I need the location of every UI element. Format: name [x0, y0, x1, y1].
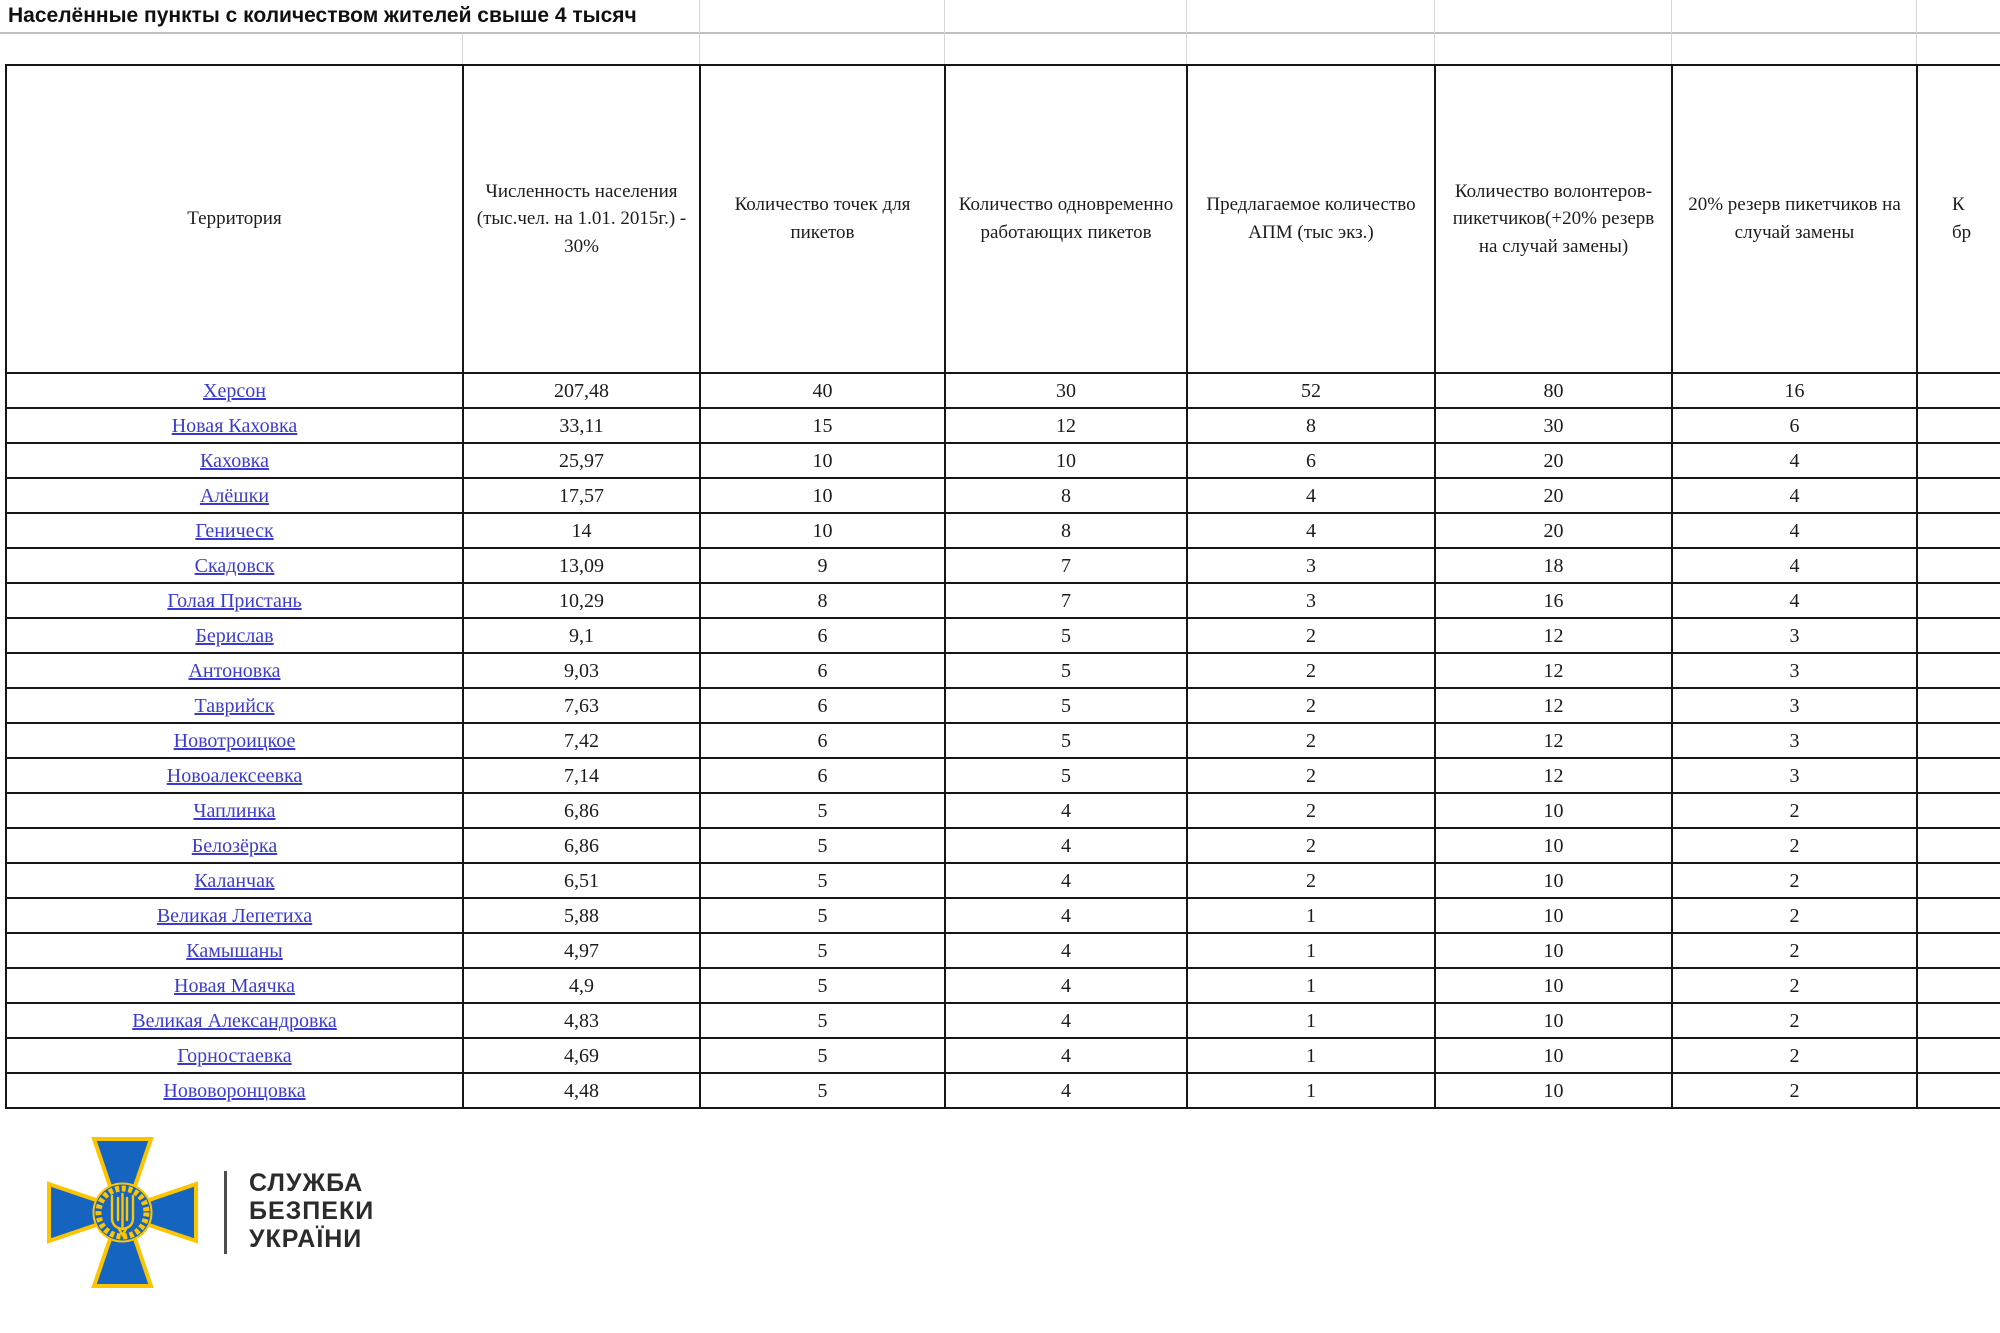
value-cell: 5 — [700, 793, 945, 828]
value-cell: 25,97 — [463, 443, 700, 478]
territory-link[interactable]: Белозёрка — [191, 834, 278, 857]
territory-cell — [6, 688, 463, 723]
territory-cell — [6, 1073, 463, 1108]
column-header: Предлагаемое количество АПМ (тыс экз.) — [1187, 65, 1435, 373]
value-cell: 6 — [700, 653, 945, 688]
gridline-vertical — [462, 33, 463, 64]
value-cell: 20 — [1435, 478, 1672, 513]
value-cell: 8 — [945, 478, 1187, 513]
empty-cell — [1917, 548, 2000, 583]
sbu-wordmark-line: БЕЗПЕКИ — [249, 1197, 375, 1225]
value-cell: 3 — [1672, 618, 1917, 653]
gridline-vertical — [944, 0, 945, 64]
empty-cell — [1917, 933, 2000, 968]
column-header: Территория — [6, 65, 463, 373]
territory-link[interactable]: Новая Каховка — [171, 414, 298, 437]
value-cell: 5,88 — [463, 898, 700, 933]
territory-cell — [6, 548, 463, 583]
value-cell: 4,83 — [463, 1003, 700, 1038]
value-cell: 3 — [1187, 583, 1435, 618]
territory-cell — [6, 758, 463, 793]
empty-cell — [1917, 828, 2000, 863]
value-cell: 4 — [945, 933, 1187, 968]
value-cell: 10 — [700, 443, 945, 478]
territory-link[interactable]: Скадовск — [194, 554, 275, 577]
territory-cell — [6, 1038, 463, 1073]
value-cell: 9,1 — [463, 618, 700, 653]
table-row — [6, 1073, 2000, 1108]
empty-cell — [1917, 443, 2000, 478]
value-cell: 15 — [700, 408, 945, 443]
value-cell: 20 — [1435, 443, 1672, 478]
value-cell: 13,09 — [463, 548, 700, 583]
value-cell: 12 — [1435, 758, 1672, 793]
column-header: Численность населения (тыс.чел. на 1.01. 2015г.) - 30% — [463, 65, 700, 373]
gridline-vertical — [1434, 0, 1435, 64]
column-header: Количество одновременно работающих пикетов — [945, 65, 1187, 373]
empty-cell — [1917, 1038, 2000, 1073]
territory-cell — [6, 373, 463, 408]
empty-cell — [1917, 758, 2000, 793]
value-cell: 10,29 — [463, 583, 700, 618]
value-cell: 12 — [1435, 723, 1672, 758]
value-cell: 12 — [1435, 653, 1672, 688]
value-cell: 7 — [945, 583, 1187, 618]
table-row — [6, 443, 2000, 478]
empty-cell — [1917, 723, 2000, 758]
territory-cell — [6, 618, 463, 653]
value-cell: 9 — [700, 548, 945, 583]
territory-cell — [6, 863, 463, 898]
value-cell: 80 — [1435, 373, 1672, 408]
territory-link[interactable]: Новотроицкое — [173, 729, 296, 752]
value-cell: 10 — [945, 443, 1187, 478]
territory-cell — [6, 898, 463, 933]
territory-cell — [6, 653, 463, 688]
value-cell: 4,48 — [463, 1073, 700, 1108]
value-cell: 4 — [945, 863, 1187, 898]
sbu-wordmark-line: СЛУЖБА — [249, 1169, 364, 1197]
territory-link[interactable]: Нововоронцовка — [163, 1079, 306, 1102]
value-cell: 4 — [945, 793, 1187, 828]
territory-link[interactable]: Берислав — [195, 624, 274, 647]
gridline-vertical — [1671, 0, 1672, 64]
value-cell: 4 — [945, 828, 1187, 863]
logo-divider — [224, 1171, 227, 1254]
territory-link[interactable]: Херсон — [203, 379, 266, 402]
value-cell: 207,48 — [463, 373, 700, 408]
territory-link[interactable]: Каланчак — [194, 869, 275, 892]
value-cell: 2 — [1672, 1073, 1917, 1108]
table-row — [6, 548, 2000, 583]
value-cell: 52 — [1187, 373, 1435, 408]
value-cell: 2 — [1672, 968, 1917, 1003]
value-cell: 6,51 — [463, 863, 700, 898]
value-cell: 40 — [700, 373, 945, 408]
value-cell: 4,97 — [463, 933, 700, 968]
page-title: Населённые пункты с количеством жителей свыше 4 тысяч — [8, 4, 637, 27]
gridline-vertical — [1916, 0, 1917, 64]
value-cell: 6 — [700, 758, 945, 793]
empty-cell — [1917, 408, 2000, 443]
territory-link[interactable]: Камышаны — [186, 939, 283, 962]
value-cell: 7,14 — [463, 758, 700, 793]
value-cell: 7,42 — [463, 723, 700, 758]
value-cell: 5 — [945, 758, 1187, 793]
territory-link[interactable]: Новая Маячка — [174, 974, 295, 997]
sbu-cross-emblem-icon — [46, 1136, 199, 1289]
value-cell: 1 — [1187, 898, 1435, 933]
value-cell: 1 — [1187, 1003, 1435, 1038]
territory-link[interactable]: Таврийск — [194, 694, 275, 717]
value-cell: 2 — [1672, 933, 1917, 968]
territory-link[interactable]: Великая Александровка — [132, 1009, 337, 1032]
value-cell: 6 — [700, 688, 945, 723]
territory-link[interactable]: Каховка — [200, 449, 269, 472]
value-cell: 4 — [1672, 583, 1917, 618]
sbu-wordmark-line: УКРАЇНИ — [249, 1225, 363, 1253]
value-cell: 1 — [1187, 1038, 1435, 1073]
empty-cell — [1917, 478, 2000, 513]
table-row — [6, 723, 2000, 758]
table-row — [6, 758, 2000, 793]
value-cell: 4 — [945, 968, 1187, 1003]
value-cell: 2 — [1672, 828, 1917, 863]
empty-cell — [1917, 1073, 2000, 1108]
sbu-wordmark — [249, 1169, 374, 1253]
value-cell: 3 — [1672, 758, 1917, 793]
empty-cell — [1917, 513, 2000, 548]
table-row — [6, 828, 2000, 863]
value-cell: 2 — [1187, 618, 1435, 653]
value-cell: 3 — [1672, 723, 1917, 758]
empty-cell — [1917, 688, 2000, 723]
value-cell: 5 — [945, 688, 1187, 723]
value-cell: 10 — [700, 513, 945, 548]
table-row — [6, 408, 2000, 443]
empty-cell — [1917, 653, 2000, 688]
territory-cell — [6, 723, 463, 758]
value-cell: 4 — [945, 1038, 1187, 1073]
table-row — [6, 653, 2000, 688]
value-cell: 30 — [945, 373, 1187, 408]
column-header: 20% резерв пикетчиков на случай замены — [1672, 65, 1917, 373]
value-cell: 4 — [1187, 478, 1435, 513]
value-cell: 6 — [700, 723, 945, 758]
value-cell: 1 — [1187, 1073, 1435, 1108]
value-cell: 6 — [700, 618, 945, 653]
value-cell: 16 — [1672, 373, 1917, 408]
value-cell: 2 — [1187, 863, 1435, 898]
territory-link[interactable]: Геническ — [195, 519, 274, 542]
value-cell: 3 — [1187, 548, 1435, 583]
territory-link[interactable]: Новоалексеевка — [166, 764, 303, 787]
value-cell: 5 — [945, 618, 1187, 653]
value-cell: 12 — [1435, 688, 1672, 723]
population-table — [5, 64, 2000, 1109]
value-cell: 10 — [1435, 863, 1672, 898]
table-row — [6, 373, 2000, 408]
territory-link[interactable]: Алёшки — [199, 484, 270, 507]
value-cell: 2 — [1672, 863, 1917, 898]
value-cell: 2 — [1187, 828, 1435, 863]
territory-cell — [6, 443, 463, 478]
value-cell: 10 — [1435, 1038, 1672, 1073]
value-cell: 4 — [1672, 478, 1917, 513]
empty-cell — [1917, 373, 2000, 408]
table-row — [6, 583, 2000, 618]
value-cell: 4 — [945, 1073, 1187, 1108]
value-cell: 20 — [1435, 513, 1672, 548]
territory-cell — [6, 793, 463, 828]
territory-cell — [6, 513, 463, 548]
value-cell: 5 — [945, 653, 1187, 688]
value-cell: 4 — [945, 898, 1187, 933]
value-cell: 2 — [1672, 1003, 1917, 1038]
value-cell: 2 — [1187, 723, 1435, 758]
value-cell: 10 — [700, 478, 945, 513]
value-cell: 5 — [700, 1003, 945, 1038]
value-cell: 10 — [1435, 968, 1672, 1003]
value-cell: 17,57 — [463, 478, 700, 513]
value-cell: 2 — [1672, 898, 1917, 933]
territory-cell — [6, 968, 463, 1003]
value-cell: 2 — [1187, 688, 1435, 723]
territory-cell — [6, 1003, 463, 1038]
value-cell: 8 — [700, 583, 945, 618]
value-cell: 4 — [1672, 513, 1917, 548]
table-row — [6, 1038, 2000, 1073]
value-cell: 4 — [1672, 548, 1917, 583]
empty-cell — [1917, 968, 2000, 1003]
territory-link[interactable]: Голая Пристань — [167, 589, 302, 612]
table-row — [6, 688, 2000, 723]
value-cell: 5 — [700, 968, 945, 1003]
value-cell: 2 — [1187, 758, 1435, 793]
territory-link[interactable]: Горностаевка — [177, 1044, 292, 1067]
gridline-vertical — [1186, 0, 1187, 64]
table-row — [6, 898, 2000, 933]
empty-cell — [1917, 898, 2000, 933]
territory-cell — [6, 933, 463, 968]
territory-link[interactable]: Чаплинка — [193, 799, 276, 822]
territory-cell — [6, 828, 463, 863]
value-cell: 18 — [1435, 548, 1672, 583]
value-cell: 10 — [1435, 828, 1672, 863]
value-cell: 5 — [700, 1038, 945, 1073]
value-cell: 10 — [1435, 898, 1672, 933]
value-cell: 4 — [945, 1003, 1187, 1038]
value-cell: 30 — [1435, 408, 1672, 443]
empty-cell — [1917, 583, 2000, 618]
value-cell: 16 — [1435, 583, 1672, 618]
gridline-horizontal — [0, 32, 2000, 34]
column-header-truncated: К бр — [1917, 65, 2000, 373]
table-row — [6, 968, 2000, 1003]
territory-cell — [6, 478, 463, 513]
table-row — [6, 863, 2000, 898]
value-cell: 3 — [1672, 653, 1917, 688]
empty-cell — [1917, 618, 2000, 653]
territory-cell — [6, 583, 463, 618]
value-cell: 5 — [700, 1073, 945, 1108]
value-cell: 14 — [463, 513, 700, 548]
value-cell: 5 — [700, 863, 945, 898]
value-cell: 5 — [945, 723, 1187, 758]
territory-cell — [6, 408, 463, 443]
value-cell: 4,9 — [463, 968, 700, 1003]
value-cell: 7,63 — [463, 688, 700, 723]
empty-cell — [1917, 1003, 2000, 1038]
territory-link[interactable]: Антоновка — [188, 659, 281, 682]
value-cell: 12 — [945, 408, 1187, 443]
value-cell: 5 — [700, 898, 945, 933]
table-row — [6, 478, 2000, 513]
value-cell: 2 — [1672, 793, 1917, 828]
table-row — [6, 513, 2000, 548]
table-row — [6, 618, 2000, 653]
value-cell: 4 — [1187, 513, 1435, 548]
table-row — [6, 1003, 2000, 1038]
column-header: Количество точек для пикетов — [700, 65, 945, 373]
empty-cell — [1917, 793, 2000, 828]
value-cell: 10 — [1435, 793, 1672, 828]
gridline-vertical — [699, 0, 700, 64]
value-cell: 4,69 — [463, 1038, 700, 1073]
value-cell: 6,86 — [463, 828, 700, 863]
value-cell: 10 — [1435, 1003, 1672, 1038]
table-row — [6, 793, 2000, 828]
value-cell: 9,03 — [463, 653, 700, 688]
value-cell: 3 — [1672, 688, 1917, 723]
value-cell: 33,11 — [463, 408, 700, 443]
value-cell: 2 — [1187, 793, 1435, 828]
value-cell: 5 — [700, 828, 945, 863]
value-cell: 12 — [1435, 618, 1672, 653]
table-row — [6, 933, 2000, 968]
value-cell: 8 — [945, 513, 1187, 548]
column-header: Количество волонтеров-пикетчиков(+20% резерв на случай замены) — [1435, 65, 1672, 373]
value-cell: 6 — [1187, 443, 1435, 478]
empty-cell — [1917, 863, 2000, 898]
value-cell: 7 — [945, 548, 1187, 583]
value-cell: 1 — [1187, 968, 1435, 1003]
value-cell: 4 — [1672, 443, 1917, 478]
value-cell: 6 — [1672, 408, 1917, 443]
value-cell: 10 — [1435, 1073, 1672, 1108]
value-cell: 2 — [1187, 653, 1435, 688]
value-cell: 6,86 — [463, 793, 700, 828]
territory-link[interactable]: Великая Лепетиха — [156, 904, 313, 927]
value-cell: 2 — [1672, 1038, 1917, 1073]
value-cell: 10 — [1435, 933, 1672, 968]
value-cell: 5 — [700, 933, 945, 968]
header-row — [6, 65, 2000, 373]
value-cell: 8 — [1187, 408, 1435, 443]
value-cell: 1 — [1187, 933, 1435, 968]
